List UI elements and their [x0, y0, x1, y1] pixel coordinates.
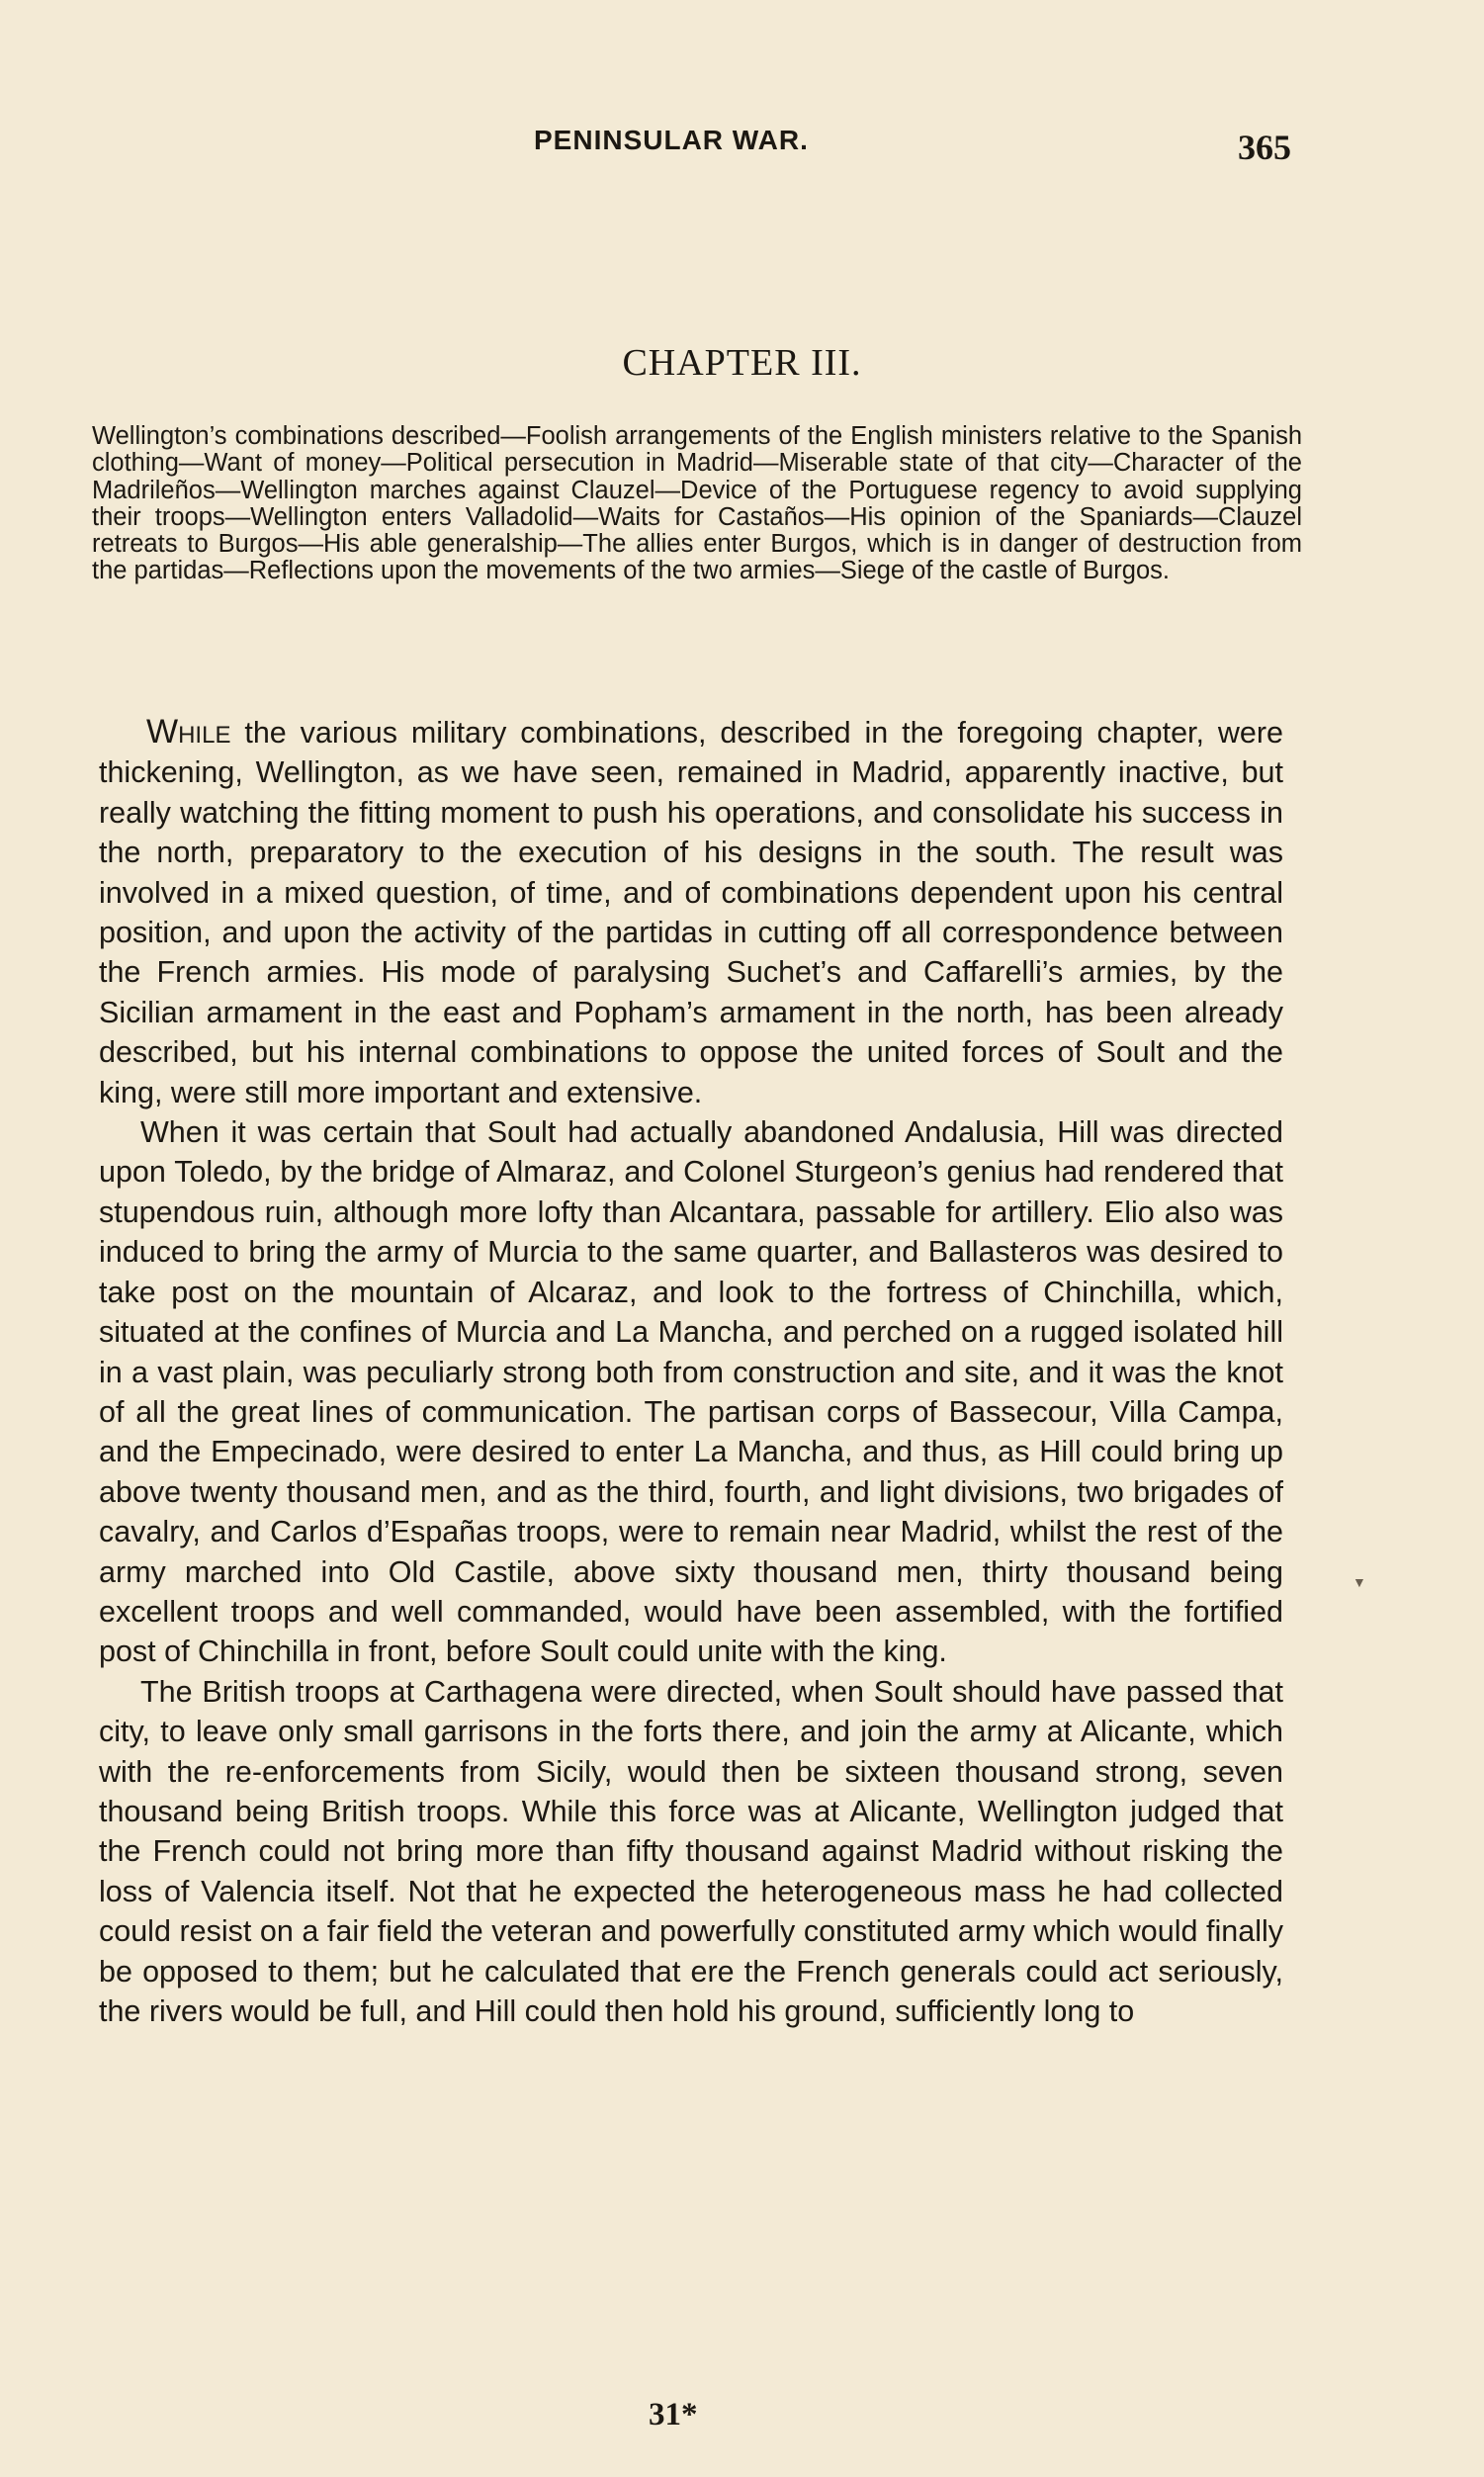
- signature-mark: 31*: [649, 2397, 698, 2433]
- paragraph-1: [99, 712, 1283, 1112]
- body-text: [99, 712, 1283, 2031]
- running-title: PENINSULAR WAR.: [534, 125, 809, 155]
- chapter-title: CHAPTER III.: [622, 342, 862, 384]
- paragraph-2: When it was certain that Soult had actually abandoned Andalusia, Hill was directed upon Toledo, by the bridge of Almaraz, and Colonel Sturgeon’s genius had rendered that stupendous ruin, although more lofty than Alcantara, passable for artillery. Elio also was induced to bring the army of Murcia to the same quarter, and Ballasteros was desired to take post on the mountain of Alcaraz, and look to the fortress of Chinchilla, which, situated at the confines of Murcia and La Mancha, and perched on a rugged isolated hill in a vast plain, was peculiarly strong both from construction and site, and it was the knot of all the great lines of communication. The partisan corps of Bassecour, Villa Campa, and the Empecinado, were desired to enter La Mancha, and thus, as Hill could bring up above twenty thousand men, and as the third, fourth, and light divisions, two brigades of cavalry, and Carlos d’Españas troops, were to remain near Madrid, whilst the rest of the army marched into Old Castile, above sixty thousand men, thirty thousand being excellent troops and well commanded, would have been assembled, with the fortified post of Chinchilla in front, before Soult could unite with the king.: [99, 1115, 1283, 1669]
- opening-word: While: [146, 713, 231, 751]
- chapter-summary: Wellington’s combinations described—Foolish arrangements of the English ministers relative to the Spanish clothing—Want of money—Political persecution in Madrid—Miserable state of that city—Character of the Madrileños—Wellington marches against Clauzel—Device of the Portuguese regency to avoid supplying their troops—Wellington enters Valladolid—Waits for Castaños—His opinion of the Spaniards—Clauzel retreats to Burgos—His able generalship—The allies enter Burgos, which is in danger of destruction from the partidas—Reflections upon the movements of the two armies—Siege of the castle of Burgos.: [92, 422, 1302, 585]
- margin-mark-icon: ▼: [1353, 1576, 1366, 1591]
- paragraph-3: The British troops at Carthagena were directed, when Soult should have passed that city, to leave only small garrisons in the forts there, and join the army at Alicante, which with the re-enforcements from Sicily, would then be sixteen thousand strong, seven thousand being British troops. While this force was at Alicante, Wellington judged that the French could not bring more than fifty thousand against Madrid without risking the loss of Valencia itself. Not that he expected the heterogeneous mass he had collected could resist on a fair field the veteran and powerfully constituted army which would finally be opposed to them; but he calculated that ere the French generals could act seriously, the rivers would be full, and Hill could then hold his ground, sufficiently long to: [99, 1674, 1283, 2028]
- paragraph-1-text: the various military combinations, described in the foregoing chapter, were thickening, Wellington, as we have seen, remained in Madrid, apparently inactive, but really watching the fitting moment to push his operations, and consolidate his success in the north, preparatory to the execution of his designs in the south. The result was involved in a mixed question, of time, and of combinations dependent upon his central position, and upon the activity of the partidas in cutting off all correspondence between the French armies. His mode of paralysing Suchet’s and Caffarelli’s armies, by the Sicilian armament in the east and Popham’s armament in the north, has been already described, but his internal combinations to oppose the united forces of Soult and the king, were still more important and extensive.: [99, 716, 1283, 1109]
- page-number: 365: [1238, 128, 1291, 167]
- running-head: [0, 117, 1484, 166]
